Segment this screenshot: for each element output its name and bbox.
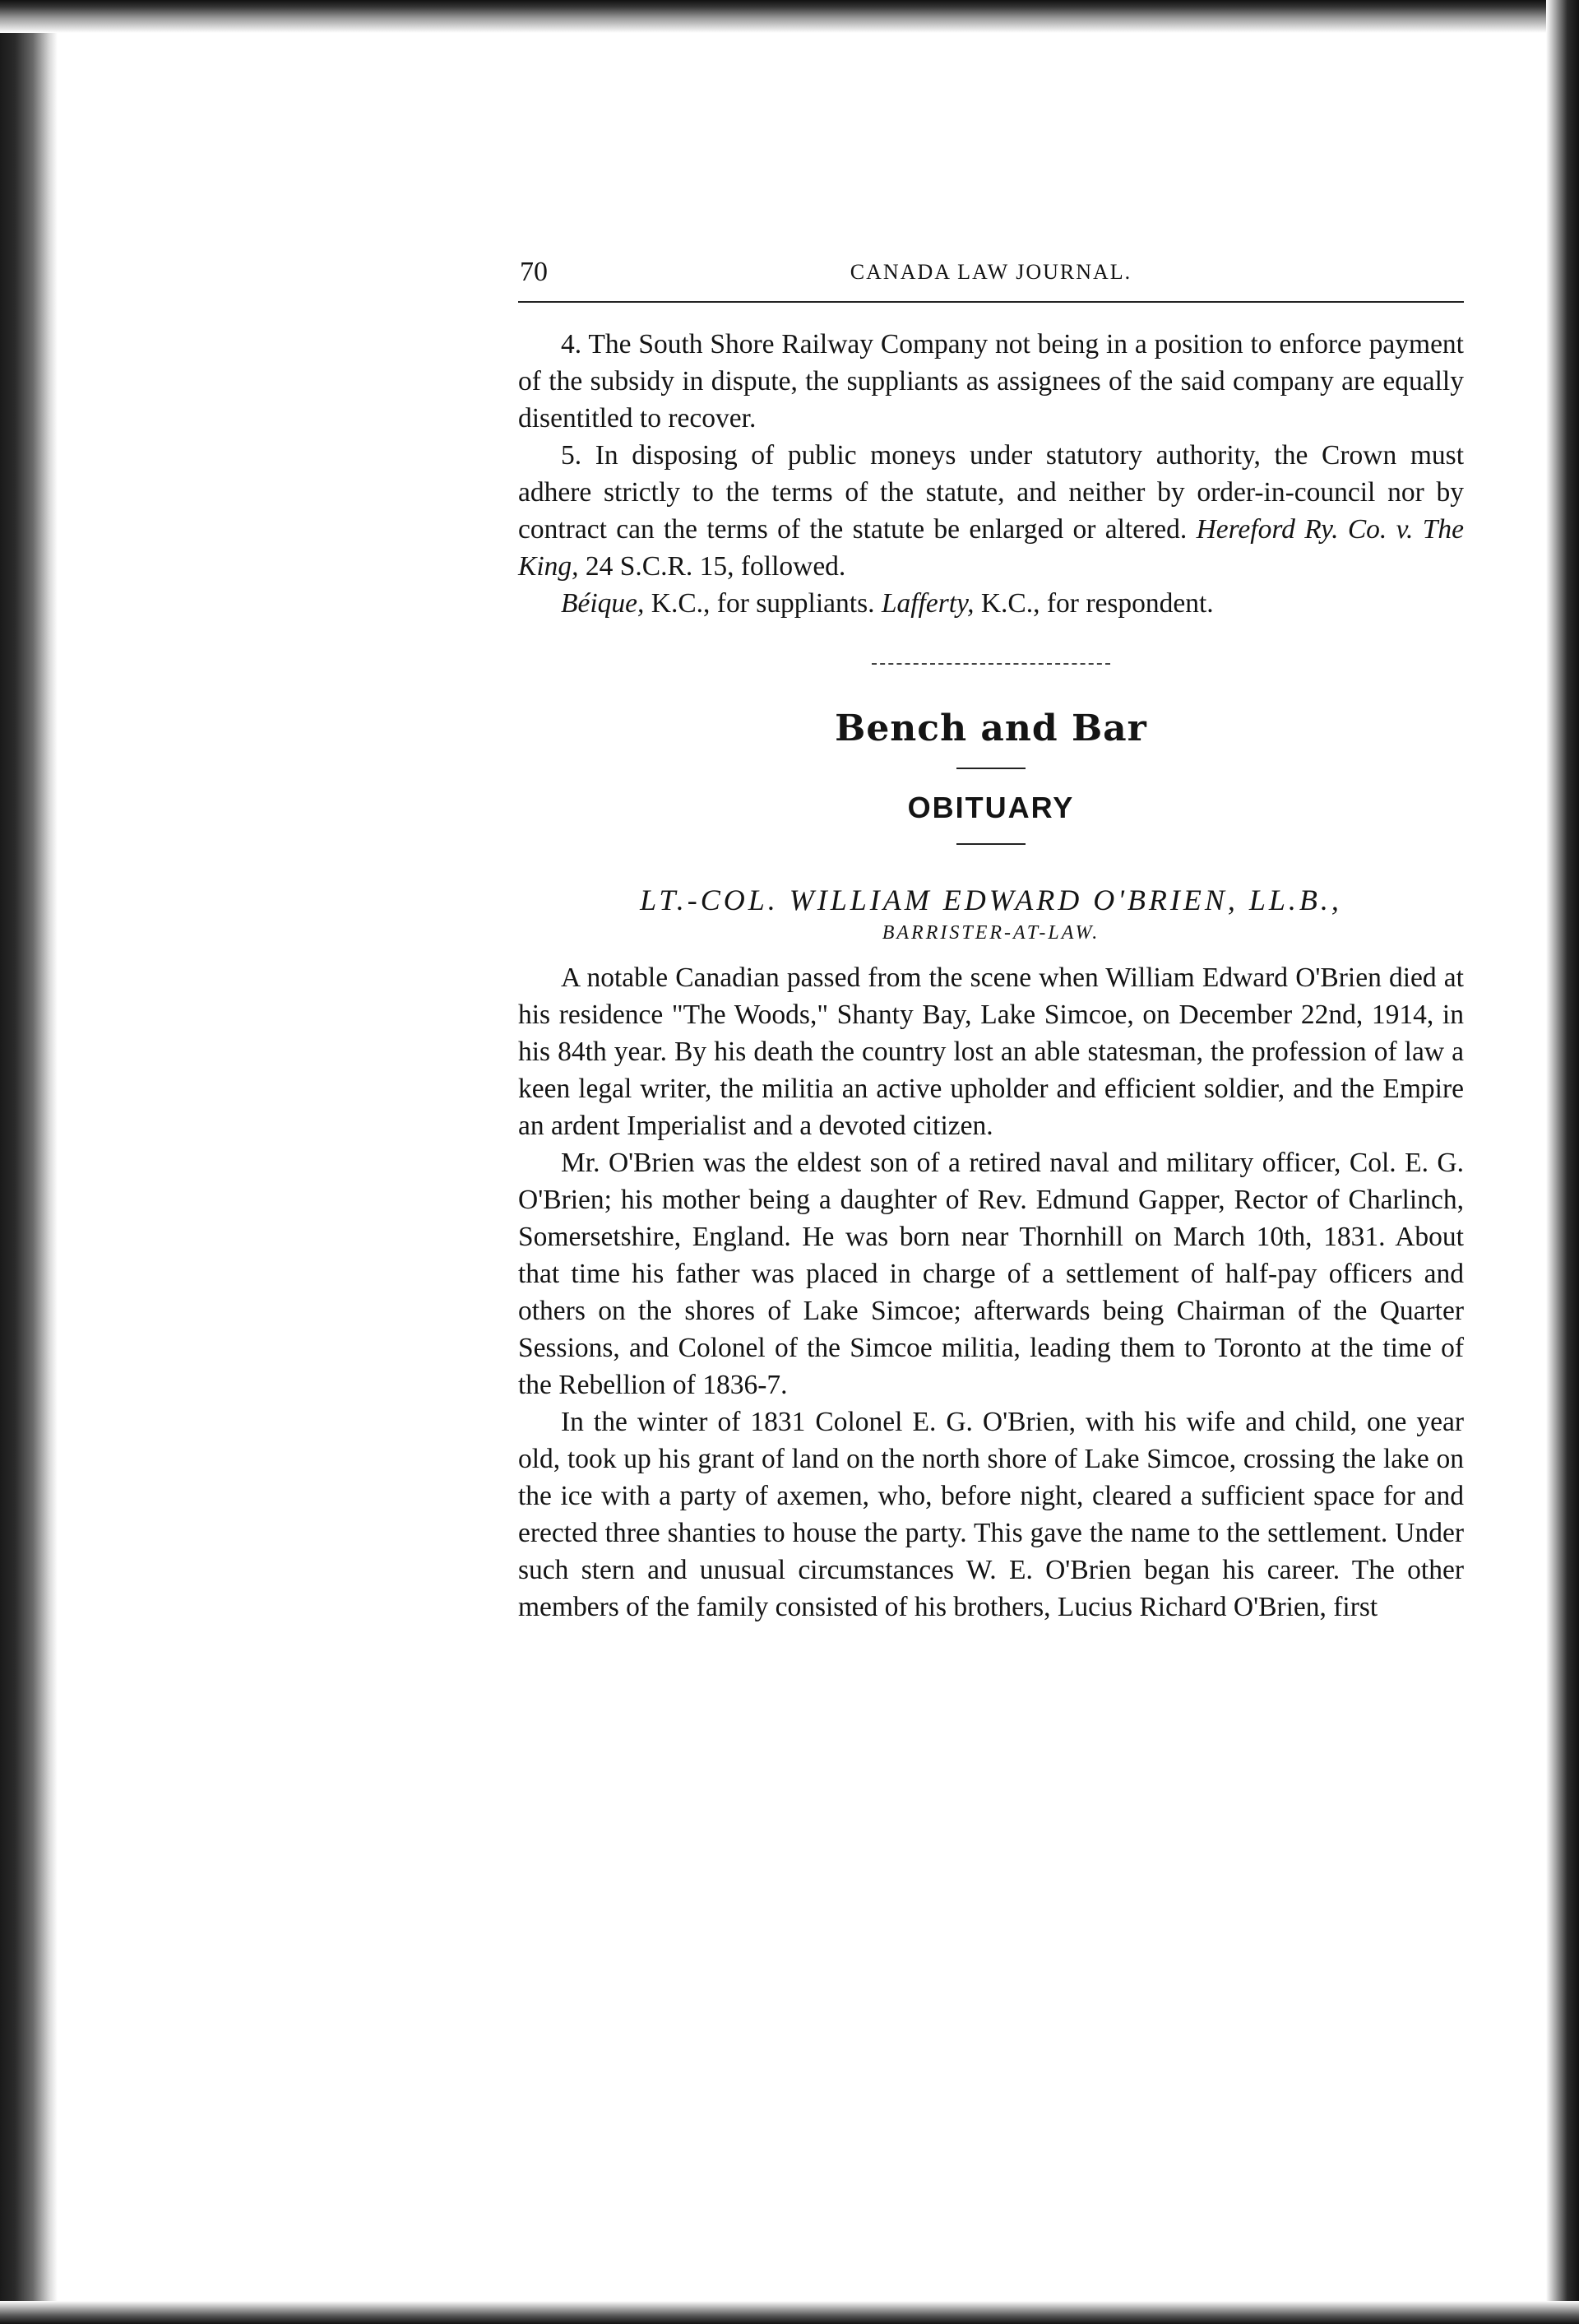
case-citation-tail: 24 S.C.R. 15, followed.	[585, 551, 846, 582]
counsel-2-name: Lafferty,	[881, 588, 975, 619]
header-rule	[518, 301, 1464, 303]
counsel-2-role: K.C., for respondent.	[980, 588, 1214, 619]
obituary-paragraph-1: A notable Canadian passed from the scene when William Edward O'Brien died at his residence "The Woods," Shanty Bay, Lake Simcoe, on December 22nd, 1914, in his 84th year. By his death the country lost an able statesman, the profession of law a keen legal writer, the militia an active upholder and efficient soldier, and the Empire an ardent Imperialist and a devoted citizen.	[518, 963, 1464, 1141]
section-title: Bench and Bar	[835, 707, 1147, 749]
case-note-5-text: 5. In disposing of public moneys under statutory authority, the Crown must adhere strictly to the terms of the statute, and neither by order-in-council nor by contract can the terms of the statute be enlarged or altered.	[518, 440, 1464, 545]
scan-edge-bottom	[0, 2301, 1579, 2324]
scan-edge-right	[1546, 0, 1579, 2324]
scan-edge-top	[0, 0, 1579, 33]
obituary-name: LT.-COL. WILLIAM EDWARD O'BRIEN, LL.B.,	[640, 884, 1342, 916]
case-note-5	[518, 437, 1464, 585]
scan-edge-left	[0, 0, 58, 2324]
obituary-paragraph-3: In the winter of 1831 Colonel E. G. O'Brien, with his wife and child, one year old, took up his grant of land on the north shore of Lake Simcoe, crossing the lake on the ice with a party of axemen, who, before night, cleared a sufficient space for and erected three shanties to house the party. This gave the name to the settlement. Under such stern and unusual circumstances W. E. O'Brien began his career. The other members of the family consisted of his brothers, Lucius Richard O'Brien, first	[518, 1407, 1464, 1622]
obituary-profession: BARRISTER-AT-LAW.	[882, 922, 1100, 944]
counsel-1-name: Béique,	[561, 588, 645, 619]
title-rule-2	[956, 843, 1026, 845]
page-number: 70	[520, 257, 548, 287]
obituary-paragraph-2: Mr. O'Brien was the eldest son of a retired naval and military officer, Col. E. G. O'Brien; his mother being a daughter of Rev. Edmund Gapper, Rector of Charlinch, Somersetshire, England. He was born near Thornhill on March 10th, 1831. About that time his father was placed in charge of a settlement of half-pay officers and others on the shores of Lake Simcoe; afterwards being Chairman of the Quarter Sessions, and Colonel of the Simcoe militia, leading them to Toronto at the time of the Rebellion of 1836-7.	[518, 1148, 1464, 1400]
counsel-1-role: K.C., for suppliants.	[651, 588, 875, 619]
case-citation: Hereford Ry. Co. v. The King,	[518, 514, 1465, 582]
running-head	[518, 247, 1464, 296]
section-divider	[872, 663, 1110, 665]
counsel-line	[518, 585, 1464, 622]
obituary-heading: OBITUARY	[907, 791, 1075, 824]
page-content	[518, 247, 1464, 1626]
title-rule-1	[956, 768, 1026, 769]
journal-title: CANADA LAW JOURNAL.	[850, 260, 1132, 284]
case-note-4: 4. The South Shore Railway Company not being in a position to enforce payment of the subsidy in dispute, the suppliants as assignees of the said company are equally disentitled to recover.	[518, 329, 1464, 434]
